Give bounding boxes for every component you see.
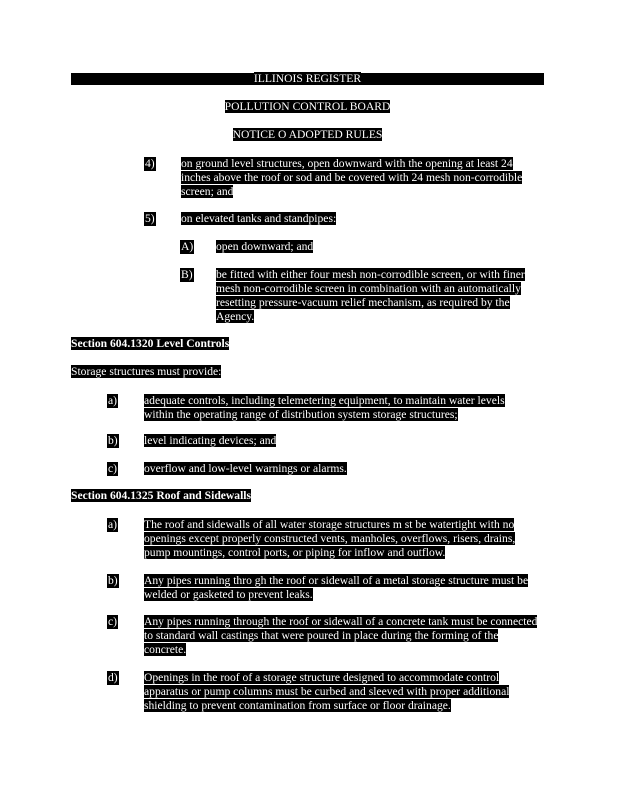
register-title: ILLINOIS REGISTER	[253, 72, 362, 85]
item-text: Any pipes running through the roof or sidewall of a concrete tank must be connected to standard wall castings that were poured in place during the forming of the concrete.	[144, 615, 538, 656]
subitem-text: open downward; and	[216, 240, 314, 253]
item-label: b)	[108, 434, 118, 447]
subitem-label: A)	[181, 240, 194, 253]
item-text: level indicating devices; and	[144, 434, 277, 447]
item-text: overflow and low-level warnings or alarms.	[144, 462, 347, 475]
section-heading: Section 604.1320 Level Controls	[71, 337, 230, 350]
item-text: on ground level structures, open downward with the opening at least 24 inches above the roof or sod and be covered with 24 mesh non-corrodible screen; and	[181, 157, 523, 198]
item-label: d)	[108, 671, 118, 684]
item-text: Any pipes running thro gh the roof or sidewall of a metal storage structure must be welded or gasketed to prevent leaks.	[144, 574, 529, 601]
item-label: c)	[108, 462, 118, 475]
item-label: 4)	[145, 157, 155, 170]
item-label: 5)	[145, 212, 155, 225]
board-title: POLLUTION CONTROL BOARD	[224, 100, 391, 113]
subitem-text: be fitted with either four mesh non-corrodible screen, or with finer mesh non-corrodible screen in combination with an automatically resetting pressure-vacuum relief mechanism, as required by the Agency.	[216, 268, 525, 323]
item-text: adequate controls, including telemetering equipment, to maintain water levels within the operating range of distribution system storage structures;	[144, 394, 505, 421]
item-label: a)	[108, 394, 118, 407]
item-text: The roof and sidewalls of all water storage structures m st be watertight with no openings except properly constructed vents, manholes, overflows, risers, drains, pump mountings, control ports, or piping for inflow and outflow.	[144, 518, 516, 559]
subitem-label: B)	[181, 268, 193, 281]
item-label: c)	[108, 615, 118, 628]
section-intro: Storage structures must provide:	[71, 365, 222, 378]
item-text: Openings in the roof of a storage structure designed to accommodate control apparatus or pump columns must be curbed and sleeved with proper additional shielding to prevent contamination from surface or floor drainage.	[144, 671, 510, 712]
item-text: on elevated tanks and standpipes:	[181, 212, 337, 225]
item-label: a)	[108, 518, 118, 531]
item-label: b)	[108, 574, 118, 587]
notice-title: NOTICE O ADOPTED RULES	[232, 128, 383, 141]
section-heading: Section 604.1325 Roof and Sidewalls	[71, 489, 252, 502]
